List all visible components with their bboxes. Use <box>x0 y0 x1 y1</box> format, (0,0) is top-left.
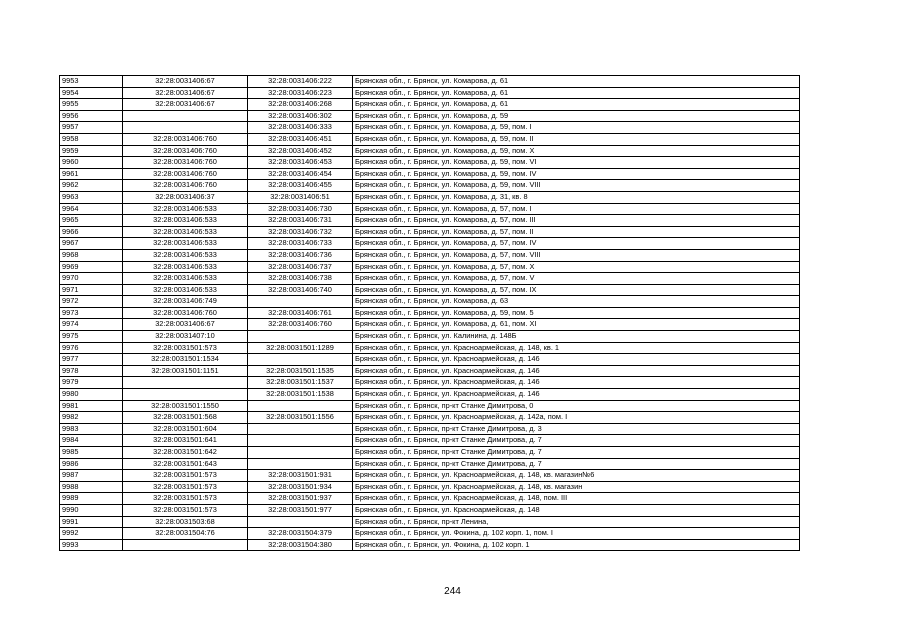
table-row <box>60 215 800 227</box>
address-cell: Брянская обл., г. Брянск, ул. Комарова, д. 57, пом. II <box>353 226 800 238</box>
address-cell: Брянская обл., г. Брянск, ул. Комарова, д. 61 <box>353 99 800 111</box>
parcel-cadastral-cell: 32:28:0031501:1550 <box>123 400 248 412</box>
address-cell: Брянская обл., г. Брянск, ул. Комарова, д. 59, пом. VI <box>353 157 800 169</box>
row-number-cell: 9976 <box>60 342 123 354</box>
address-cell: Брянская обл., г. Брянск, ул. Комарова, д. 59, пом. 5 <box>353 307 800 319</box>
table-row <box>60 99 800 111</box>
parcel-cadastral-cell: 32:28:0031406:760 <box>123 157 248 169</box>
object-cadastral-cell: 32:28:0031504:379 <box>248 528 353 540</box>
address-cell: Брянская обл., г. Брянск, пр-кт Станке Димитрова, д. 7 <box>353 458 800 470</box>
table-row <box>60 133 800 145</box>
parcel-cadastral-cell: 32:28:0031501:568 <box>123 412 248 424</box>
table-body <box>60 76 800 551</box>
page-number: 244 <box>444 586 461 597</box>
address-cell: Брянская обл., г. Брянск, ул. Калинина, д. 148Б <box>353 331 800 343</box>
object-cadastral-cell: 32:28:0031504:380 <box>248 539 353 551</box>
row-number-cell: 9980 <box>60 389 123 401</box>
object-cadastral-cell: 32:28:0031501:1535 <box>248 365 353 377</box>
row-number-cell: 9964 <box>60 203 123 215</box>
object-cadastral-cell: 32:28:0031406:732 <box>248 226 353 238</box>
row-number-cell: 9953 <box>60 76 123 88</box>
table-row <box>60 365 800 377</box>
address-cell: Брянская обл., г. Брянск, ул. Комарова, д. 63 <box>353 296 800 308</box>
table-row <box>60 203 800 215</box>
object-cadastral-cell: 32:28:0031406:740 <box>248 284 353 296</box>
object-cadastral-cell <box>248 331 353 343</box>
object-cadastral-cell: 32:28:0031406:454 <box>248 168 353 180</box>
address-cell: Брянская обл., г. Брянск, ул. Красноармейская, д. 142а, пом. I <box>353 412 800 424</box>
parcel-cadastral-cell: 32:28:0031406:760 <box>123 180 248 192</box>
parcel-cadastral-cell: 32:28:0031406:533 <box>123 261 248 273</box>
object-cadastral-cell: 32:28:0031406:51 <box>248 191 353 203</box>
row-number-cell: 9962 <box>60 180 123 192</box>
object-cadastral-cell <box>248 447 353 459</box>
object-cadastral-cell: 32:28:0031406:733 <box>248 238 353 250</box>
parcel-cadastral-cell: 32:28:0031501:1534 <box>123 354 248 366</box>
parcel-cadastral-cell <box>123 110 248 122</box>
object-cadastral-cell: 32:28:0031501:1538 <box>248 389 353 401</box>
table-row <box>60 145 800 157</box>
address-cell: Брянская обл., г. Брянск, ул. Комарова, д. 57, пом. IX <box>353 284 800 296</box>
object-cadastral-cell: 32:28:0031406:737 <box>248 261 353 273</box>
row-number-cell: 9973 <box>60 307 123 319</box>
table-row <box>60 180 800 192</box>
table-row <box>60 470 800 482</box>
row-number-cell: 9982 <box>60 412 123 424</box>
address-cell: Брянская обл., г. Брянск, ул. Комарова, д. 59, пом. X <box>353 145 800 157</box>
table-row <box>60 307 800 319</box>
table-row <box>60 331 800 343</box>
object-cadastral-cell: 32:28:0031501:931 <box>248 470 353 482</box>
parcel-cadastral-cell: 32:28:0031406:37 <box>123 191 248 203</box>
parcel-cadastral-cell: 32:28:0031501:573 <box>123 470 248 482</box>
address-cell: Брянская обл., г. Брянск, ул. Комарова, д. 57, пом. I <box>353 203 800 215</box>
address-cell: Брянская обл., г. Брянск, ул. Красноармейская, д. 148, кв. магазин№6 <box>353 470 800 482</box>
object-cadastral-cell: 32:28:0031406:761 <box>248 307 353 319</box>
object-cadastral-cell: 32:28:0031406:455 <box>248 180 353 192</box>
address-cell: Брянская обл., г. Брянск, ул. Фокина, д. 102 корп. 1 <box>353 539 800 551</box>
parcel-cadastral-cell <box>123 122 248 134</box>
address-cell: Брянская обл., г. Брянск, пр-кт Ленина, <box>353 516 800 528</box>
row-number-cell: 9991 <box>60 516 123 528</box>
table-row <box>60 87 800 99</box>
parcel-cadastral-cell: 32:28:0031406:749 <box>123 296 248 308</box>
table-row <box>60 447 800 459</box>
table-row <box>60 435 800 447</box>
parcel-cadastral-cell: 32:28:0031406:533 <box>123 203 248 215</box>
row-number-cell: 9965 <box>60 215 123 227</box>
object-cadastral-cell <box>248 354 353 366</box>
table-row <box>60 400 800 412</box>
object-cadastral-cell: 32:28:0031406:738 <box>248 273 353 285</box>
address-cell: Брянская обл., г. Брянск, ул. Комарова, д. 59, пом. IV <box>353 168 800 180</box>
row-number-cell: 9954 <box>60 87 123 99</box>
object-cadastral-cell: 32:28:0031406:302 <box>248 110 353 122</box>
table-row <box>60 226 800 238</box>
object-cadastral-cell <box>248 435 353 447</box>
address-cell: Брянская обл., г. Брянск, ул. Комарова, д. 59 <box>353 110 800 122</box>
parcel-cadastral-cell: 32:28:0031501:643 <box>123 458 248 470</box>
row-number-cell: 9955 <box>60 99 123 111</box>
row-number-cell: 9968 <box>60 249 123 261</box>
object-cadastral-cell: 32:28:0031406:452 <box>248 145 353 157</box>
address-cell: Брянская обл., г. Брянск, пр-кт Станке Димитрова, 0 <box>353 400 800 412</box>
object-cadastral-cell: 32:28:0031406:333 <box>248 122 353 134</box>
table-row <box>60 354 800 366</box>
parcel-cadastral-cell: 32:28:0031406:760 <box>123 307 248 319</box>
parcel-cadastral-cell: 32:28:0031406:67 <box>123 87 248 99</box>
parcel-cadastral-cell: 32:28:0031501:573 <box>123 504 248 516</box>
table-row <box>60 284 800 296</box>
row-number-cell: 9958 <box>60 133 123 145</box>
address-cell: Брянская обл., г. Брянск, ул. Красноармейская, д. 148, кв. магазин <box>353 481 800 493</box>
parcel-cadastral-cell: 32:28:0031406:67 <box>123 99 248 111</box>
object-cadastral-cell: 32:28:0031406:222 <box>248 76 353 88</box>
parcel-cadastral-cell: 32:28:0031501:642 <box>123 447 248 459</box>
row-number-cell: 9986 <box>60 458 123 470</box>
object-cadastral-cell: 32:28:0031406:451 <box>248 133 353 145</box>
parcel-cadastral-cell: 32:28:0031406:67 <box>123 319 248 331</box>
object-cadastral-cell <box>248 458 353 470</box>
table-row <box>60 319 800 331</box>
object-cadastral-cell: 32:28:0031501:934 <box>248 481 353 493</box>
object-cadastral-cell: 32:28:0031406:268 <box>248 99 353 111</box>
table-row <box>60 504 800 516</box>
parcel-cadastral-cell: 32:28:0031406:760 <box>123 145 248 157</box>
row-number-cell: 9970 <box>60 273 123 285</box>
row-number-cell: 9969 <box>60 261 123 273</box>
address-cell: Брянская обл., г. Брянск, ул. Красноармейская, д. 148 <box>353 504 800 516</box>
parcel-cadastral-cell: 32:28:0031504:76 <box>123 528 248 540</box>
address-cell: Брянская обл., г. Брянск, ул. Комарова, д. 59, пом. II <box>353 133 800 145</box>
table-row <box>60 296 800 308</box>
row-number-cell: 9974 <box>60 319 123 331</box>
table-row <box>60 122 800 134</box>
address-cell: Брянская обл., г. Брянск, ул. Комарова, д. 57, пом. X <box>353 261 800 273</box>
address-cell: Брянская обл., г. Брянск, ул. Красноармейская, д. 146 <box>353 365 800 377</box>
row-number-cell: 9990 <box>60 504 123 516</box>
table-row <box>60 458 800 470</box>
row-number-cell: 9987 <box>60 470 123 482</box>
row-number-cell: 9966 <box>60 226 123 238</box>
table-row <box>60 249 800 261</box>
address-cell: Брянская обл., г. Брянск, ул. Красноармейская, д. 146 <box>353 389 800 401</box>
address-cell: Брянская обл., г. Брянск, ул. Комарова, д. 61 <box>353 87 800 99</box>
parcel-cadastral-cell: 32:28:0031406:533 <box>123 284 248 296</box>
object-cadastral-cell: 32:28:0031406:453 <box>248 157 353 169</box>
table-row <box>60 191 800 203</box>
table-row <box>60 238 800 250</box>
parcel-cadastral-cell: 32:28:0031406:760 <box>123 133 248 145</box>
row-number-cell: 9961 <box>60 168 123 180</box>
parcel-cadastral-cell: 32:28:0031406:760 <box>123 168 248 180</box>
object-cadastral-cell: 32:28:0031501:1537 <box>248 377 353 389</box>
table-row <box>60 481 800 493</box>
address-cell: Брянская обл., г. Брянск, ул. Красноармейская, д. 148, кв. 1 <box>353 342 800 354</box>
object-cadastral-cell: 32:28:0031501:977 <box>248 504 353 516</box>
table-row <box>60 389 800 401</box>
address-cell: Брянская обл., г. Брянск, ул. Комарова, д. 61 <box>353 76 800 88</box>
row-number-cell: 9981 <box>60 400 123 412</box>
table-row <box>60 342 800 354</box>
address-cell: Брянская обл., г. Брянск, ул. Комарова, д. 59, пом. VIII <box>353 180 800 192</box>
object-cadastral-cell <box>248 423 353 435</box>
object-cadastral-cell <box>248 400 353 412</box>
table-row <box>60 528 800 540</box>
address-cell: Брянская обл., г. Брянск, ул. Фокина, д. 102 корп. 1, пом. I <box>353 528 800 540</box>
row-number-cell: 9983 <box>60 423 123 435</box>
table-row <box>60 493 800 505</box>
property-registry-table <box>59 75 800 551</box>
parcel-cadastral-cell <box>123 539 248 551</box>
row-number-cell: 9963 <box>60 191 123 203</box>
address-cell: Брянская обл., г. Брянск, пр-кт Станке Димитрова, д. 7 <box>353 447 800 459</box>
parcel-cadastral-cell: 32:28:0031406:533 <box>123 215 248 227</box>
row-number-cell: 9989 <box>60 493 123 505</box>
row-number-cell: 9993 <box>60 539 123 551</box>
row-number-cell: 9984 <box>60 435 123 447</box>
parcel-cadastral-cell: 32:28:0031501:641 <box>123 435 248 447</box>
parcel-cadastral-cell: 32:28:0031406:533 <box>123 226 248 238</box>
parcel-cadastral-cell: 32:28:0031501:604 <box>123 423 248 435</box>
parcel-cadastral-cell <box>123 389 248 401</box>
table-row <box>60 76 800 88</box>
parcel-cadastral-cell: 32:28:0031406:533 <box>123 238 248 250</box>
parcel-cadastral-cell: 32:28:0031501:573 <box>123 493 248 505</box>
object-cadastral-cell: 32:28:0031406:730 <box>248 203 353 215</box>
address-cell: Брянская обл., г. Брянск, ул. Красноармейская, д. 146 <box>353 354 800 366</box>
row-number-cell: 9960 <box>60 157 123 169</box>
object-cadastral-cell: 32:28:0031406:223 <box>248 87 353 99</box>
parcel-cadastral-cell: 32:28:0031501:1151 <box>123 365 248 377</box>
address-cell: Брянская обл., г. Брянск, ул. Комарова, д. 57, пом. VIII <box>353 249 800 261</box>
row-number-cell: 9967 <box>60 238 123 250</box>
address-cell: Брянская обл., г. Брянск, ул. Комарова, д. 59, пом. I <box>353 122 800 134</box>
object-cadastral-cell: 32:28:0031406:736 <box>248 249 353 261</box>
address-cell: Брянская обл., г. Брянск, ул. Комарова, д. 57, пом. IV <box>353 238 800 250</box>
parcel-cadastral-cell: 32:28:0031406:533 <box>123 273 248 285</box>
parcel-cadastral-cell: 32:28:0031407:10 <box>123 331 248 343</box>
address-cell: Брянская обл., г. Брянск, ул. Комарова, д. 61, пом. XI <box>353 319 800 331</box>
parcel-cadastral-cell: 32:28:0031503:68 <box>123 516 248 528</box>
row-number-cell: 9988 <box>60 481 123 493</box>
address-cell: Брянская обл., г. Брянск, пр-кт Станке Димитрова, д. 7 <box>353 435 800 447</box>
address-cell: Брянская обл., г. Брянск, ул. Красноармейская, д. 146 <box>353 377 800 389</box>
object-cadastral-cell: 32:28:0031501:937 <box>248 493 353 505</box>
row-number-cell: 9957 <box>60 122 123 134</box>
parcel-cadastral-cell: 32:28:0031501:573 <box>123 342 248 354</box>
row-number-cell: 9985 <box>60 447 123 459</box>
table-row <box>60 157 800 169</box>
object-cadastral-cell: 32:28:0031406:731 <box>248 215 353 227</box>
row-number-cell: 9979 <box>60 377 123 389</box>
table-row <box>60 423 800 435</box>
object-cadastral-cell: 32:28:0031501:1556 <box>248 412 353 424</box>
address-cell: Брянская обл., г. Брянск, ул. Комарова, д. 31, кв. 8 <box>353 191 800 203</box>
address-cell: Брянская обл., г. Брянск, ул. Комарова, д. 57, пом. III <box>353 215 800 227</box>
row-number-cell: 9956 <box>60 110 123 122</box>
table-row <box>60 168 800 180</box>
parcel-cadastral-cell: 32:28:0031406:67 <box>123 76 248 88</box>
table-row <box>60 539 800 551</box>
parcel-cadastral-cell: 32:28:0031406:533 <box>123 249 248 261</box>
object-cadastral-cell: 32:28:0031406:760 <box>248 319 353 331</box>
row-number-cell: 9978 <box>60 365 123 377</box>
object-cadastral-cell <box>248 296 353 308</box>
parcel-cadastral-cell: 32:28:0031501:573 <box>123 481 248 493</box>
object-cadastral-cell: 32:28:0031501:1289 <box>248 342 353 354</box>
table-row <box>60 273 800 285</box>
table-row <box>60 377 800 389</box>
address-cell: Брянская обл., г. Брянск, ул. Комарова, д. 57, пом. V <box>353 273 800 285</box>
row-number-cell: 9992 <box>60 528 123 540</box>
address-cell: Брянская обл., г. Брянск, пр-кт Станке Димитрова, д. 3 <box>353 423 800 435</box>
row-number-cell: 9975 <box>60 331 123 343</box>
table-row <box>60 110 800 122</box>
table-row <box>60 412 800 424</box>
row-number-cell: 9959 <box>60 145 123 157</box>
address-cell: Брянская обл., г. Брянск, ул. Красноармейская, д. 148, пом. III <box>353 493 800 505</box>
row-number-cell: 9971 <box>60 284 123 296</box>
table-row <box>60 516 800 528</box>
row-number-cell: 9977 <box>60 354 123 366</box>
parcel-cadastral-cell <box>123 377 248 389</box>
table-row <box>60 261 800 273</box>
row-number-cell: 9972 <box>60 296 123 308</box>
object-cadastral-cell <box>248 516 353 528</box>
